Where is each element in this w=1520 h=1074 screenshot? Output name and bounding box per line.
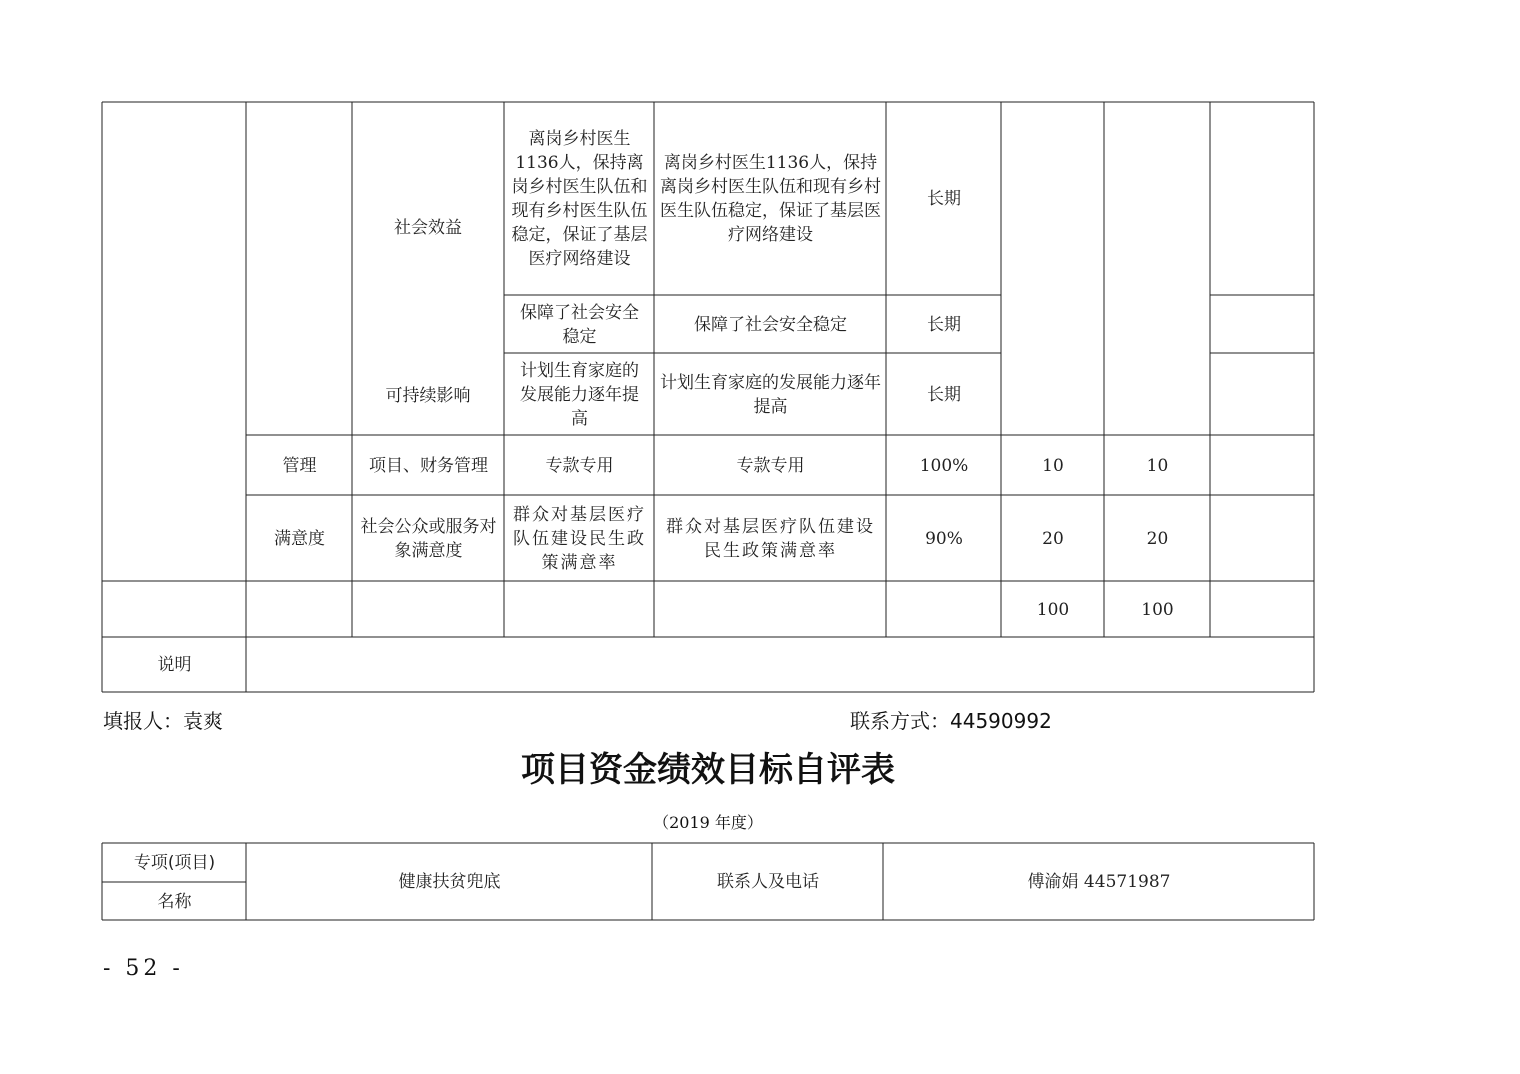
manage-weight: 10 [1042, 455, 1064, 476]
manage-category: 管理 [282, 455, 317, 476]
form-title: 项目资金绩效目标自评表 [521, 750, 895, 790]
satisfaction-target: 群众对基层医疗队伍建设民生政策满意率 [513, 504, 646, 573]
note-label: 说明 [157, 655, 192, 675]
row1-value: 长期 [927, 189, 961, 209]
manage-value: 100% [919, 455, 969, 476]
page-number: - 52 - [103, 956, 184, 981]
social-benefit-label: 社会效益 [394, 218, 462, 238]
row1-actual: 离岗乡村医生1136人，保持离岗乡村医生队伍和现有乡村医生队伍稳定，保证了基层医疗网络建设 [660, 153, 881, 245]
row1-target: 离岗乡村医生1136人，保持离岗乡村医生队伍和现有乡村医生队伍稳定，保证了基层医疗网络建设 [511, 129, 648, 269]
row2-actual: 保障了社会安全稳定 [694, 314, 847, 335]
row3-actual: 计划生育家庭的发展能力逐年提高 [660, 372, 881, 417]
row2-value: 长期 [927, 314, 961, 335]
project-label-line1: 专项(项目) [133, 853, 216, 873]
manage-actual: 专款专用 [736, 455, 805, 476]
project-label-line2: 名称 [157, 891, 192, 912]
sustainable-impact-label: 可持续影响 [385, 386, 471, 406]
filler-name: 填报人：袁爽 [103, 709, 223, 733]
satisfaction-score: 20 [1146, 528, 1169, 549]
manage-subcategory: 项目、财务管理 [369, 455, 488, 476]
satisfaction-subcategory: 社会公众或服务对象满意度 [360, 516, 497, 561]
contact-info: 联系方式：44590992 [850, 709, 1052, 733]
manage-target: 专款专用 [545, 455, 614, 476]
satisfaction-weight: 20 [1042, 528, 1064, 549]
form-year: （2019 年度） [653, 813, 763, 832]
manage-score: 10 [1146, 455, 1169, 476]
row2-target: 保障了社会安全稳定 [520, 302, 639, 347]
contact-person-label: 联系人及电话 [717, 872, 819, 892]
note-value [247, 638, 1314, 692]
satisfaction-value: 90% [925, 528, 963, 549]
row3-value: 长期 [927, 384, 961, 405]
project-name-value: 健康扶贫兜底 [398, 872, 501, 892]
contact-person-value: 傅渝娟 44571987 [1027, 872, 1171, 892]
total-weight: 100 [1036, 599, 1070, 620]
satisfaction-category: 满意度 [274, 528, 325, 549]
total-score: 100 [1141, 599, 1174, 620]
row3-target: 计划生育家庭的发展能力逐年提高 [520, 360, 639, 429]
satisfaction-actual: 群众对基层医疗队伍建设民生政策满意率 [666, 516, 875, 561]
